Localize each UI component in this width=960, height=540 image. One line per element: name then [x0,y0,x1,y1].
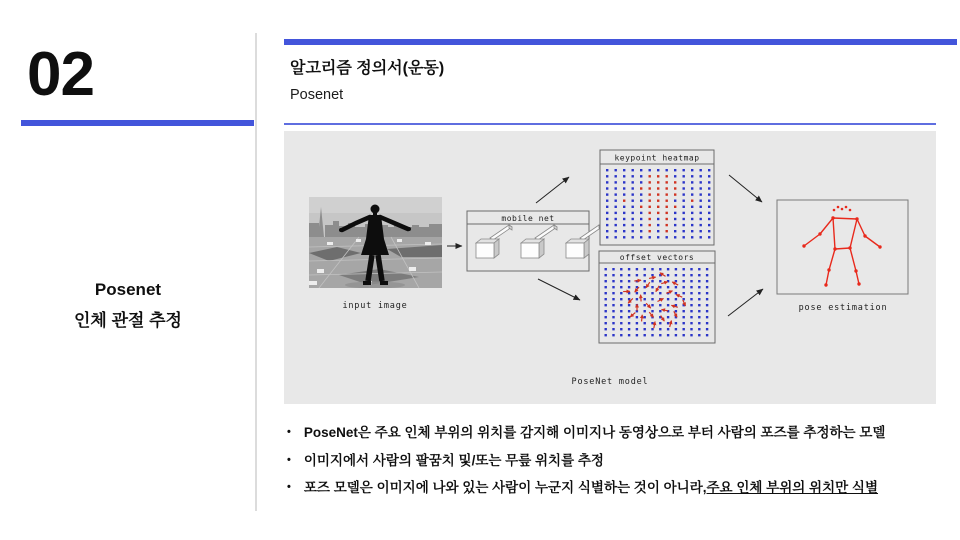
input-image-label: input image [342,301,408,311]
bullet-emphasis: 주요 인체 부위의 위치만 식별 [706,480,879,496]
bullet-item [287,452,949,470]
model-caption: PoseNet model [571,377,649,387]
offset-vectors-box [599,251,715,343]
section-number: 02 [27,40,94,109]
arrow-offsets-to-pose [728,289,763,316]
arrow-mobilenet-to-offsets [538,279,580,300]
sidebar-label [0,274,256,336]
page-subtitle: Posenet [290,87,344,103]
bullet-text: PoseNet은 주요 인체 부위의 위치를 감지해 이미지나 동영상으로 부터 사람의 포즈를 추정하는 모델 [303,425,886,440]
section-number-underline [21,120,254,126]
bullet-list [287,424,949,507]
bullet-marker: • [287,453,291,466]
header-underline [284,123,936,125]
bullet-marker: • [287,481,291,494]
keypoint-heatmap-label: keypoint heatmap [614,153,700,163]
vertical-divider [255,33,257,511]
mobile-net-label: mobile net [501,214,555,223]
pose-estimation-label: pose estimation [798,303,888,313]
diagram-panel [284,131,936,404]
arrow-mobilenet-to-heatmap [536,177,569,203]
sidebar-label-line1: Posenet [94,280,162,299]
bullet-item [287,424,949,442]
arrow-heatmap-to-pose [729,175,762,202]
bullet-item [287,479,949,497]
keypoint-heatmap-box [600,150,714,245]
bullet-marker: • [287,426,291,438]
posenet-diagram [284,131,936,404]
top-accent-bar [284,39,957,45]
offset-vectors-label: offset vectors [619,253,695,262]
bullet-text: 이미지에서 사람의 팔꿈치 및/또는 무릎 위치를 추정 [303,452,604,468]
mobile-net-box [467,211,602,271]
pose-estimation-box [777,200,908,294]
input-photo [309,197,442,289]
bullet-text: 포즈 모델은 이미지에 나와 있는 사람이 누군지 식별하는 것이 아니라,주요 인체 부위의 위치만 식별 [303,480,879,496]
sidebar-label-line2: 인체 관절 추정 [74,311,182,330]
page-title: 알고리즘 정의서(운동) [290,60,445,77]
